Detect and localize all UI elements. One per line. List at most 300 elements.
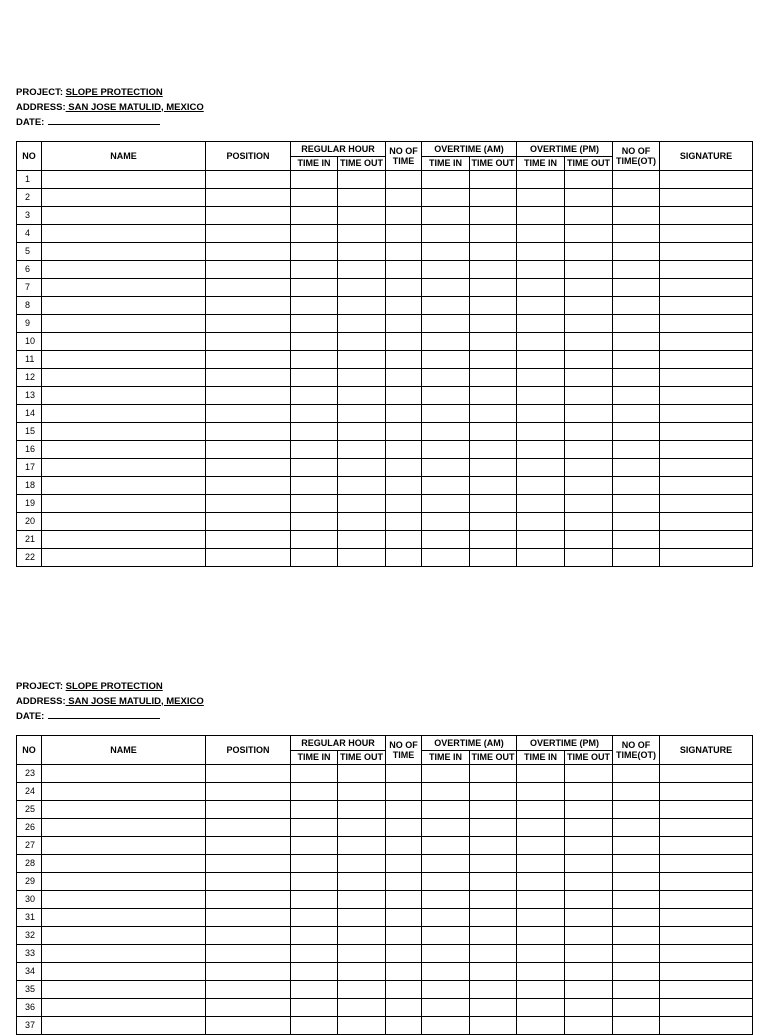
ot-pm-time-in-cell[interactable] <box>517 836 565 854</box>
no-of-time-cell[interactable] <box>386 350 422 368</box>
ot-pm-time-out-cell[interactable] <box>565 926 613 944</box>
position-cell[interactable] <box>206 926 291 944</box>
ot-pm-time-out-cell[interactable] <box>565 494 613 512</box>
ot-pm-time-in-cell[interactable] <box>517 818 565 836</box>
ot-am-time-in-cell[interactable] <box>422 296 470 314</box>
ot-pm-time-in-cell[interactable] <box>517 404 565 422</box>
ot-am-time-out-cell[interactable] <box>470 980 517 998</box>
signature-cell[interactable] <box>660 764 753 782</box>
ot-pm-time-out-cell[interactable] <box>565 872 613 890</box>
ot-pm-time-in-cell[interactable] <box>517 332 565 350</box>
regular-time-in-cell[interactable] <box>291 764 338 782</box>
regular-time-in-cell[interactable] <box>291 350 338 368</box>
ot-pm-time-out-cell[interactable] <box>565 170 613 188</box>
position-cell[interactable] <box>206 458 291 476</box>
ot-am-time-in-cell[interactable] <box>422 188 470 206</box>
regular-time-in-cell[interactable] <box>291 476 338 494</box>
position-cell[interactable] <box>206 854 291 872</box>
no-of-time-ot-cell[interactable] <box>613 386 660 404</box>
regular-time-out-cell[interactable] <box>338 350 386 368</box>
ot-pm-time-out-cell[interactable] <box>565 350 613 368</box>
ot-pm-time-out-cell[interactable] <box>565 890 613 908</box>
no-of-time-cell[interactable] <box>386 962 422 980</box>
no-of-time-ot-cell[interactable] <box>613 494 660 512</box>
no-of-time-ot-cell[interactable] <box>613 332 660 350</box>
ot-am-time-out-cell[interactable] <box>470 926 517 944</box>
no-of-time-ot-cell[interactable] <box>613 296 660 314</box>
ot-am-time-out-cell[interactable] <box>470 548 517 566</box>
ot-am-time-in-cell[interactable] <box>422 890 470 908</box>
regular-time-out-cell[interactable] <box>338 206 386 224</box>
signature-cell[interactable] <box>660 530 753 548</box>
regular-time-out-cell[interactable] <box>338 458 386 476</box>
ot-pm-time-in-cell[interactable] <box>517 854 565 872</box>
ot-pm-time-in-cell[interactable] <box>517 908 565 926</box>
no-of-time-cell[interactable] <box>386 206 422 224</box>
signature-cell[interactable] <box>660 944 753 962</box>
name-cell[interactable] <box>42 224 206 242</box>
ot-am-time-out-cell[interactable] <box>470 242 517 260</box>
name-cell[interactable] <box>42 512 206 530</box>
ot-pm-time-out-cell[interactable] <box>565 188 613 206</box>
regular-time-out-cell[interactable] <box>338 890 386 908</box>
ot-pm-time-out-cell[interactable] <box>565 512 613 530</box>
ot-am-time-in-cell[interactable] <box>422 1016 470 1034</box>
regular-time-in-cell[interactable] <box>291 512 338 530</box>
position-cell[interactable] <box>206 476 291 494</box>
ot-am-time-in-cell[interactable] <box>422 494 470 512</box>
ot-am-time-in-cell[interactable] <box>422 386 470 404</box>
ot-am-time-out-cell[interactable] <box>470 836 517 854</box>
ot-am-time-in-cell[interactable] <box>422 458 470 476</box>
ot-pm-time-out-cell[interactable] <box>565 242 613 260</box>
name-cell[interactable] <box>42 458 206 476</box>
no-of-time-cell[interactable] <box>386 458 422 476</box>
name-cell[interactable] <box>42 926 206 944</box>
regular-time-out-cell[interactable] <box>338 998 386 1016</box>
no-of-time-ot-cell[interactable] <box>613 260 660 278</box>
position-cell[interactable] <box>206 818 291 836</box>
name-cell[interactable] <box>42 278 206 296</box>
position-cell[interactable] <box>206 188 291 206</box>
ot-pm-time-out-cell[interactable] <box>565 332 613 350</box>
ot-am-time-in-cell[interactable] <box>422 998 470 1016</box>
regular-time-out-cell[interactable] <box>338 818 386 836</box>
ot-pm-time-out-cell[interactable] <box>565 764 613 782</box>
ot-am-time-in-cell[interactable] <box>422 764 470 782</box>
regular-time-in-cell[interactable] <box>291 332 338 350</box>
ot-am-time-in-cell[interactable] <box>422 422 470 440</box>
ot-am-time-out-cell[interactable] <box>470 1016 517 1034</box>
no-of-time-cell[interactable] <box>386 530 422 548</box>
no-of-time-cell[interactable] <box>386 998 422 1016</box>
ot-pm-time-out-cell[interactable] <box>565 386 613 404</box>
regular-time-in-cell[interactable] <box>291 854 338 872</box>
regular-time-in-cell[interactable] <box>291 1016 338 1034</box>
regular-time-in-cell[interactable] <box>291 908 338 926</box>
ot-am-time-out-cell[interactable] <box>470 530 517 548</box>
name-cell[interactable] <box>42 170 206 188</box>
ot-am-time-in-cell[interactable] <box>422 350 470 368</box>
regular-time-in-cell[interactable] <box>291 278 338 296</box>
name-cell[interactable] <box>42 998 206 1016</box>
regular-time-in-cell[interactable] <box>291 368 338 386</box>
no-of-time-cell[interactable] <box>386 440 422 458</box>
regular-time-out-cell[interactable] <box>338 422 386 440</box>
regular-time-in-cell[interactable] <box>291 224 338 242</box>
signature-cell[interactable] <box>660 296 753 314</box>
ot-am-time-out-cell[interactable] <box>470 422 517 440</box>
ot-am-time-in-cell[interactable] <box>422 800 470 818</box>
ot-am-time-out-cell[interactable] <box>470 800 517 818</box>
name-cell[interactable] <box>42 386 206 404</box>
regular-time-out-cell[interactable] <box>338 800 386 818</box>
position-cell[interactable] <box>206 890 291 908</box>
name-cell[interactable] <box>42 818 206 836</box>
ot-pm-time-in-cell[interactable] <box>517 368 565 386</box>
ot-am-time-out-cell[interactable] <box>470 368 517 386</box>
signature-cell[interactable] <box>660 818 753 836</box>
regular-time-in-cell[interactable] <box>291 872 338 890</box>
ot-am-time-out-cell[interactable] <box>470 494 517 512</box>
regular-time-in-cell[interactable] <box>291 530 338 548</box>
ot-am-time-in-cell[interactable] <box>422 530 470 548</box>
ot-am-time-out-cell[interactable] <box>470 458 517 476</box>
ot-pm-time-out-cell[interactable] <box>565 206 613 224</box>
ot-pm-time-in-cell[interactable] <box>517 1016 565 1034</box>
regular-time-out-cell[interactable] <box>338 170 386 188</box>
ot-pm-time-in-cell[interactable] <box>517 224 565 242</box>
regular-time-in-cell[interactable] <box>291 260 338 278</box>
name-cell[interactable] <box>42 890 206 908</box>
name-cell[interactable] <box>42 944 206 962</box>
ot-pm-time-in-cell[interactable] <box>517 350 565 368</box>
regular-time-out-cell[interactable] <box>338 296 386 314</box>
ot-am-time-in-cell[interactable] <box>422 314 470 332</box>
signature-cell[interactable] <box>660 260 753 278</box>
position-cell[interactable] <box>206 530 291 548</box>
no-of-time-cell[interactable] <box>386 854 422 872</box>
no-of-time-ot-cell[interactable] <box>613 242 660 260</box>
ot-am-time-out-cell[interactable] <box>470 476 517 494</box>
name-cell[interactable] <box>42 350 206 368</box>
regular-time-out-cell[interactable] <box>338 314 386 332</box>
ot-pm-time-out-cell[interactable] <box>565 530 613 548</box>
no-of-time-cell[interactable] <box>386 548 422 566</box>
name-cell[interactable] <box>42 800 206 818</box>
regular-time-out-cell[interactable] <box>338 908 386 926</box>
ot-pm-time-in-cell[interactable] <box>517 890 565 908</box>
no-of-time-cell[interactable] <box>386 188 422 206</box>
position-cell[interactable] <box>206 368 291 386</box>
regular-time-out-cell[interactable] <box>338 872 386 890</box>
position-cell[interactable] <box>206 908 291 926</box>
no-of-time-ot-cell[interactable] <box>613 206 660 224</box>
no-of-time-cell[interactable] <box>386 314 422 332</box>
signature-cell[interactable] <box>660 476 753 494</box>
ot-pm-time-out-cell[interactable] <box>565 224 613 242</box>
ot-pm-time-in-cell[interactable] <box>517 314 565 332</box>
ot-am-time-in-cell[interactable] <box>422 440 470 458</box>
signature-cell[interactable] <box>660 350 753 368</box>
ot-am-time-in-cell[interactable] <box>422 548 470 566</box>
name-cell[interactable] <box>42 980 206 998</box>
no-of-time-cell[interactable] <box>386 980 422 998</box>
no-of-time-cell[interactable] <box>386 404 422 422</box>
no-of-time-ot-cell[interactable] <box>613 404 660 422</box>
no-of-time-ot-cell[interactable] <box>613 962 660 980</box>
ot-am-time-out-cell[interactable] <box>470 854 517 872</box>
signature-cell[interactable] <box>660 278 753 296</box>
no-of-time-ot-cell[interactable] <box>613 818 660 836</box>
no-of-time-ot-cell[interactable] <box>613 890 660 908</box>
position-cell[interactable] <box>206 764 291 782</box>
regular-time-out-cell[interactable] <box>338 944 386 962</box>
ot-pm-time-out-cell[interactable] <box>565 782 613 800</box>
name-cell[interactable] <box>42 422 206 440</box>
ot-pm-time-out-cell[interactable] <box>565 800 613 818</box>
signature-cell[interactable] <box>660 188 753 206</box>
date-field[interactable] <box>48 115 160 125</box>
regular-time-in-cell[interactable] <box>291 440 338 458</box>
ot-pm-time-out-cell[interactable] <box>565 854 613 872</box>
ot-am-time-out-cell[interactable] <box>470 818 517 836</box>
no-of-time-cell[interactable] <box>386 422 422 440</box>
ot-am-time-in-cell[interactable] <box>422 224 470 242</box>
regular-time-out-cell[interactable] <box>338 980 386 998</box>
no-of-time-cell[interactable] <box>386 494 422 512</box>
regular-time-out-cell[interactable] <box>338 332 386 350</box>
regular-time-out-cell[interactable] <box>338 368 386 386</box>
regular-time-out-cell[interactable] <box>338 764 386 782</box>
name-cell[interactable] <box>42 476 206 494</box>
ot-pm-time-in-cell[interactable] <box>517 548 565 566</box>
signature-cell[interactable] <box>660 548 753 566</box>
regular-time-in-cell[interactable] <box>291 836 338 854</box>
ot-am-time-in-cell[interactable] <box>422 476 470 494</box>
regular-time-out-cell[interactable] <box>338 1016 386 1034</box>
ot-pm-time-in-cell[interactable] <box>517 476 565 494</box>
ot-am-time-out-cell[interactable] <box>470 314 517 332</box>
name-cell[interactable] <box>42 530 206 548</box>
no-of-time-ot-cell[interactable] <box>613 512 660 530</box>
signature-cell[interactable] <box>660 962 753 980</box>
signature-cell[interactable] <box>660 908 753 926</box>
regular-time-in-cell[interactable] <box>291 242 338 260</box>
signature-cell[interactable] <box>660 440 753 458</box>
no-of-time-ot-cell[interactable] <box>613 854 660 872</box>
name-cell[interactable] <box>42 368 206 386</box>
regular-time-in-cell[interactable] <box>291 206 338 224</box>
position-cell[interactable] <box>206 224 291 242</box>
regular-time-out-cell[interactable] <box>338 530 386 548</box>
signature-cell[interactable] <box>660 206 753 224</box>
no-of-time-ot-cell[interactable] <box>613 872 660 890</box>
signature-cell[interactable] <box>660 224 753 242</box>
ot-pm-time-in-cell[interactable] <box>517 530 565 548</box>
ot-pm-time-out-cell[interactable] <box>565 1016 613 1034</box>
position-cell[interactable] <box>206 440 291 458</box>
regular-time-out-cell[interactable] <box>338 926 386 944</box>
ot-pm-time-in-cell[interactable] <box>517 188 565 206</box>
ot-am-time-in-cell[interactable] <box>422 980 470 998</box>
no-of-time-ot-cell[interactable] <box>613 224 660 242</box>
name-cell[interactable] <box>42 314 206 332</box>
signature-cell[interactable] <box>660 314 753 332</box>
regular-time-out-cell[interactable] <box>338 224 386 242</box>
regular-time-out-cell[interactable] <box>338 548 386 566</box>
ot-pm-time-in-cell[interactable] <box>517 296 565 314</box>
regular-time-in-cell[interactable] <box>291 980 338 998</box>
signature-cell[interactable] <box>660 872 753 890</box>
position-cell[interactable] <box>206 296 291 314</box>
ot-pm-time-in-cell[interactable] <box>517 764 565 782</box>
ot-pm-time-out-cell[interactable] <box>565 476 613 494</box>
ot-am-time-in-cell[interactable] <box>422 260 470 278</box>
ot-pm-time-in-cell[interactable] <box>517 278 565 296</box>
no-of-time-cell[interactable] <box>386 512 422 530</box>
name-cell[interactable] <box>42 188 206 206</box>
signature-cell[interactable] <box>660 890 753 908</box>
name-cell[interactable] <box>42 242 206 260</box>
name-cell[interactable] <box>42 494 206 512</box>
ot-am-time-out-cell[interactable] <box>470 260 517 278</box>
name-cell[interactable] <box>42 440 206 458</box>
ot-am-time-out-cell[interactable] <box>470 296 517 314</box>
ot-pm-time-in-cell[interactable] <box>517 170 565 188</box>
ot-pm-time-in-cell[interactable] <box>517 782 565 800</box>
regular-time-out-cell[interactable] <box>338 260 386 278</box>
ot-pm-time-out-cell[interactable] <box>565 548 613 566</box>
no-of-time-ot-cell[interactable] <box>613 944 660 962</box>
position-cell[interactable] <box>206 800 291 818</box>
ot-pm-time-in-cell[interactable] <box>517 260 565 278</box>
signature-cell[interactable] <box>660 926 753 944</box>
no-of-time-cell[interactable] <box>386 800 422 818</box>
regular-time-in-cell[interactable] <box>291 890 338 908</box>
regular-time-out-cell[interactable] <box>338 242 386 260</box>
signature-cell[interactable] <box>660 782 753 800</box>
signature-cell[interactable] <box>660 980 753 998</box>
ot-pm-time-out-cell[interactable] <box>565 998 613 1016</box>
regular-time-out-cell[interactable] <box>338 440 386 458</box>
ot-am-time-out-cell[interactable] <box>470 764 517 782</box>
ot-am-time-in-cell[interactable] <box>422 944 470 962</box>
regular-time-in-cell[interactable] <box>291 800 338 818</box>
ot-am-time-in-cell[interactable] <box>422 512 470 530</box>
no-of-time-cell[interactable] <box>386 170 422 188</box>
no-of-time-cell[interactable] <box>386 332 422 350</box>
regular-time-out-cell[interactable] <box>338 404 386 422</box>
ot-am-time-out-cell[interactable] <box>470 782 517 800</box>
ot-pm-time-in-cell[interactable] <box>517 998 565 1016</box>
name-cell[interactable] <box>42 962 206 980</box>
ot-am-time-out-cell[interactable] <box>470 332 517 350</box>
position-cell[interactable] <box>206 242 291 260</box>
ot-pm-time-in-cell[interactable] <box>517 440 565 458</box>
no-of-time-ot-cell[interactable] <box>613 782 660 800</box>
ot-am-time-out-cell[interactable] <box>470 224 517 242</box>
position-cell[interactable] <box>206 944 291 962</box>
ot-am-time-in-cell[interactable] <box>422 782 470 800</box>
regular-time-in-cell[interactable] <box>291 458 338 476</box>
ot-pm-time-out-cell[interactable] <box>565 458 613 476</box>
name-cell[interactable] <box>42 206 206 224</box>
no-of-time-cell[interactable] <box>386 890 422 908</box>
no-of-time-cell[interactable] <box>386 242 422 260</box>
no-of-time-cell[interactable] <box>386 386 422 404</box>
regular-time-out-cell[interactable] <box>338 476 386 494</box>
no-of-time-cell[interactable] <box>386 1016 422 1034</box>
ot-pm-time-in-cell[interactable] <box>517 458 565 476</box>
position-cell[interactable] <box>206 314 291 332</box>
no-of-time-cell[interactable] <box>386 296 422 314</box>
no-of-time-ot-cell[interactable] <box>613 278 660 296</box>
no-of-time-ot-cell[interactable] <box>613 476 660 494</box>
name-cell[interactable] <box>42 836 206 854</box>
position-cell[interactable] <box>206 1016 291 1034</box>
ot-pm-time-out-cell[interactable] <box>565 944 613 962</box>
ot-pm-time-in-cell[interactable] <box>517 422 565 440</box>
position-cell[interactable] <box>206 422 291 440</box>
ot-pm-time-in-cell[interactable] <box>517 206 565 224</box>
regular-time-in-cell[interactable] <box>291 296 338 314</box>
ot-pm-time-out-cell[interactable] <box>565 404 613 422</box>
signature-cell[interactable] <box>660 494 753 512</box>
no-of-time-ot-cell[interactable] <box>613 800 660 818</box>
ot-pm-time-out-cell[interactable] <box>565 440 613 458</box>
name-cell[interactable] <box>42 1016 206 1034</box>
signature-cell[interactable] <box>660 458 753 476</box>
no-of-time-ot-cell[interactable] <box>613 170 660 188</box>
signature-cell[interactable] <box>660 512 753 530</box>
regular-time-out-cell[interactable] <box>338 494 386 512</box>
position-cell[interactable] <box>206 386 291 404</box>
signature-cell[interactable] <box>660 800 753 818</box>
regular-time-out-cell[interactable] <box>338 854 386 872</box>
regular-time-out-cell[interactable] <box>338 512 386 530</box>
ot-am-time-out-cell[interactable] <box>470 386 517 404</box>
ot-pm-time-out-cell[interactable] <box>565 980 613 998</box>
name-cell[interactable] <box>42 764 206 782</box>
no-of-time-cell[interactable] <box>386 368 422 386</box>
position-cell[interactable] <box>206 206 291 224</box>
ot-am-time-in-cell[interactable] <box>422 926 470 944</box>
ot-pm-time-in-cell[interactable] <box>517 242 565 260</box>
ot-am-time-in-cell[interactable] <box>422 332 470 350</box>
regular-time-in-cell[interactable] <box>291 926 338 944</box>
no-of-time-ot-cell[interactable] <box>613 548 660 566</box>
signature-cell[interactable] <box>660 854 753 872</box>
regular-time-in-cell[interactable] <box>291 962 338 980</box>
no-of-time-cell[interactable] <box>386 818 422 836</box>
regular-time-in-cell[interactable] <box>291 782 338 800</box>
ot-pm-time-out-cell[interactable] <box>565 296 613 314</box>
regular-time-in-cell[interactable] <box>291 404 338 422</box>
no-of-time-ot-cell[interactable] <box>613 314 660 332</box>
ot-pm-time-out-cell[interactable] <box>565 908 613 926</box>
ot-am-time-out-cell[interactable] <box>470 278 517 296</box>
position-cell[interactable] <box>206 980 291 998</box>
regular-time-out-cell[interactable] <box>338 386 386 404</box>
regular-time-in-cell[interactable] <box>291 170 338 188</box>
position-cell[interactable] <box>206 404 291 422</box>
no-of-time-ot-cell[interactable] <box>613 458 660 476</box>
position-cell[interactable] <box>206 494 291 512</box>
signature-cell[interactable] <box>660 386 753 404</box>
ot-am-time-in-cell[interactable] <box>422 836 470 854</box>
regular-time-in-cell[interactable] <box>291 944 338 962</box>
